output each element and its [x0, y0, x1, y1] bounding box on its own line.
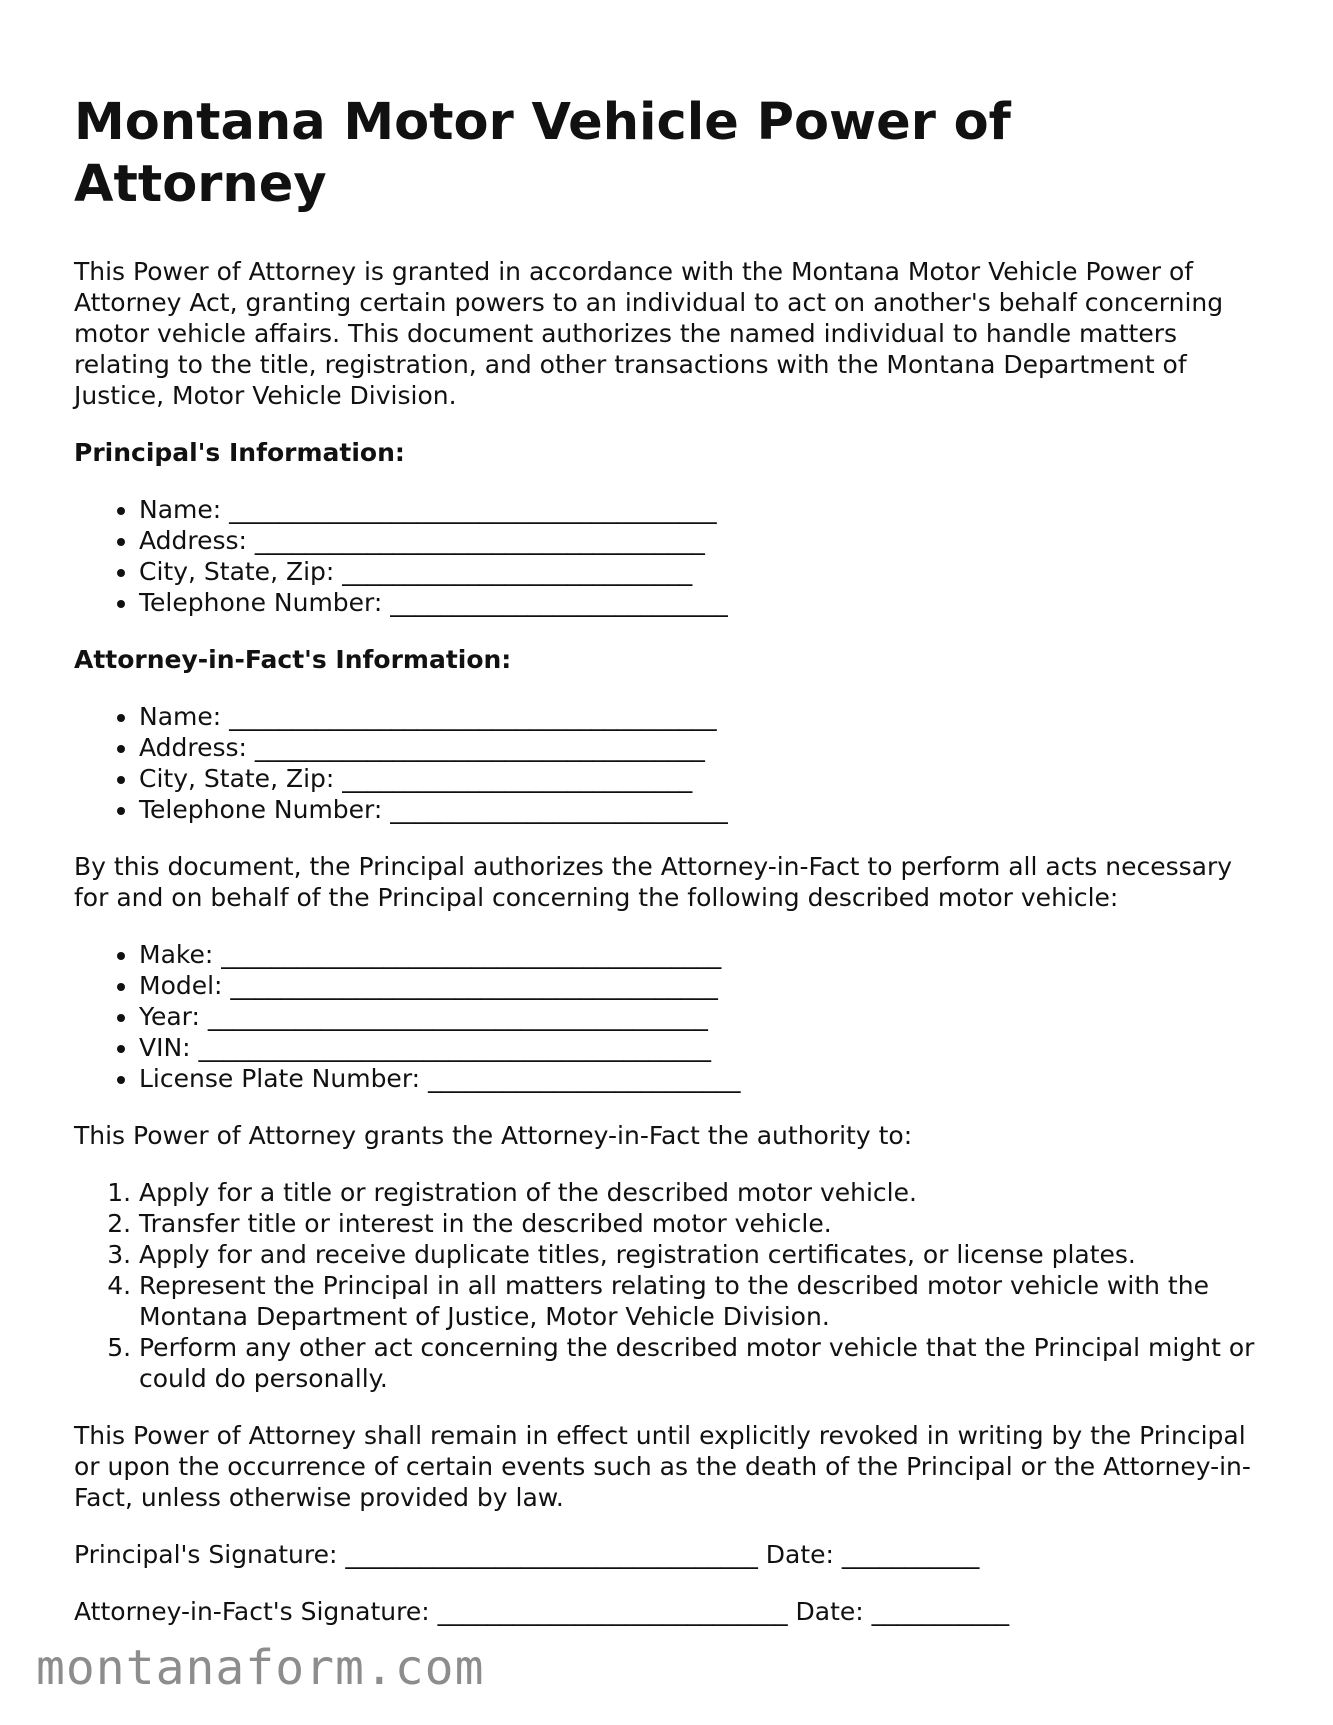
- authority-intro-paragraph: This Power of Attorney grants the Attorney-in-Fact the authority to:: [74, 1121, 913, 1150]
- principal-heading: Principal's Information:: [74, 438, 405, 467]
- attorney-phone-field: • Telephone Number: ___________________________: [139, 794, 1264, 825]
- principal-city-field: • City, State, Zip: ____________________________: [139, 556, 1264, 587]
- attorney-name-field: • Name: _______________________________________: [139, 701, 1264, 732]
- attorney-fields-list: [74, 701, 1264, 825]
- authority-item: 5. Perform any other act concerning the described motor vehicle that the Principal might or could do personally.: [139, 1332, 1264, 1394]
- vehicle-plate-field: • License Plate Number: _________________________: [139, 1063, 1264, 1094]
- vehicle-fields-list: [74, 939, 1264, 1094]
- vehicle-year-field: • Year: ________________________________________: [139, 1001, 1264, 1032]
- authority-item: 1. Apply for a title or registration of the described motor vehicle.: [139, 1177, 1264, 1208]
- authority-item: 3. Apply for and receive duplicate titles, registration certificates, or license plates.: [139, 1239, 1264, 1270]
- attorney-city-field: • City, State, Zip: ____________________________: [139, 763, 1264, 794]
- authority-list: [74, 1177, 1264, 1394]
- principal-fields-list: [74, 494, 1264, 618]
- attorney-heading: Attorney-in-Fact's Information:: [74, 645, 512, 674]
- vehicle-intro-paragraph: By this document, the Principal authorizes the Attorney-in-Fact to perform all acts necessary for and on behalf of the Principal concerning the following described motor vehicle:: [74, 852, 1233, 912]
- vehicle-make-field: • Make: ________________________________________: [139, 939, 1264, 970]
- vehicle-vin-field: • VIN: _________________________________________: [139, 1032, 1264, 1063]
- attorney-address-field: • Address: ____________________________________: [139, 732, 1264, 763]
- authority-item: 4. Represent the Principal in all matters relating to the described motor vehicle with the Montana Department of Justice, Motor Vehicle Division.: [139, 1270, 1264, 1332]
- principal-signature-line: Principal's Signature: _________________________________ Date: ___________: [74, 1540, 980, 1569]
- duration-paragraph: This Power of Attorney shall remain in effect until explicitly revoked in writing by the Principal or upon the occurrence of certain events such as the death of the Principal or the Attorney-in-Fact, unless otherwise provided by law.: [74, 1421, 1251, 1512]
- principal-name-field: • Name: _______________________________________: [139, 494, 1264, 525]
- intro-paragraph: This Power of Attorney is granted in accordance with the Montana Motor Vehicle Power of Attorney Act, granting certain powers to an individual to act on another's behalf concerning motor vehicle affairs. This document authorizes the named individual to handle matters relating to the title, registration, and other transactions with the Montana Department of Justice, Motor Vehicle Division.: [74, 257, 1224, 410]
- document-title: Montana Motor Vehicle Power of Attorney: [74, 93, 1011, 214]
- vehicle-model-field: • Model: _______________________________________: [139, 970, 1264, 1001]
- attorney-signature-line: Attorney-in-Fact's Signature: ____________________________ Date: ___________: [74, 1597, 1010, 1626]
- document-page: [74, 92, 1264, 1653]
- watermark-text: montanaform.com: [36, 1640, 485, 1696]
- principal-address-field: • Address: ____________________________________: [139, 525, 1264, 556]
- authority-item: 2. Transfer title or interest in the described motor vehicle.: [139, 1208, 1264, 1239]
- principal-phone-field: • Telephone Number: ___________________________: [139, 587, 1264, 618]
